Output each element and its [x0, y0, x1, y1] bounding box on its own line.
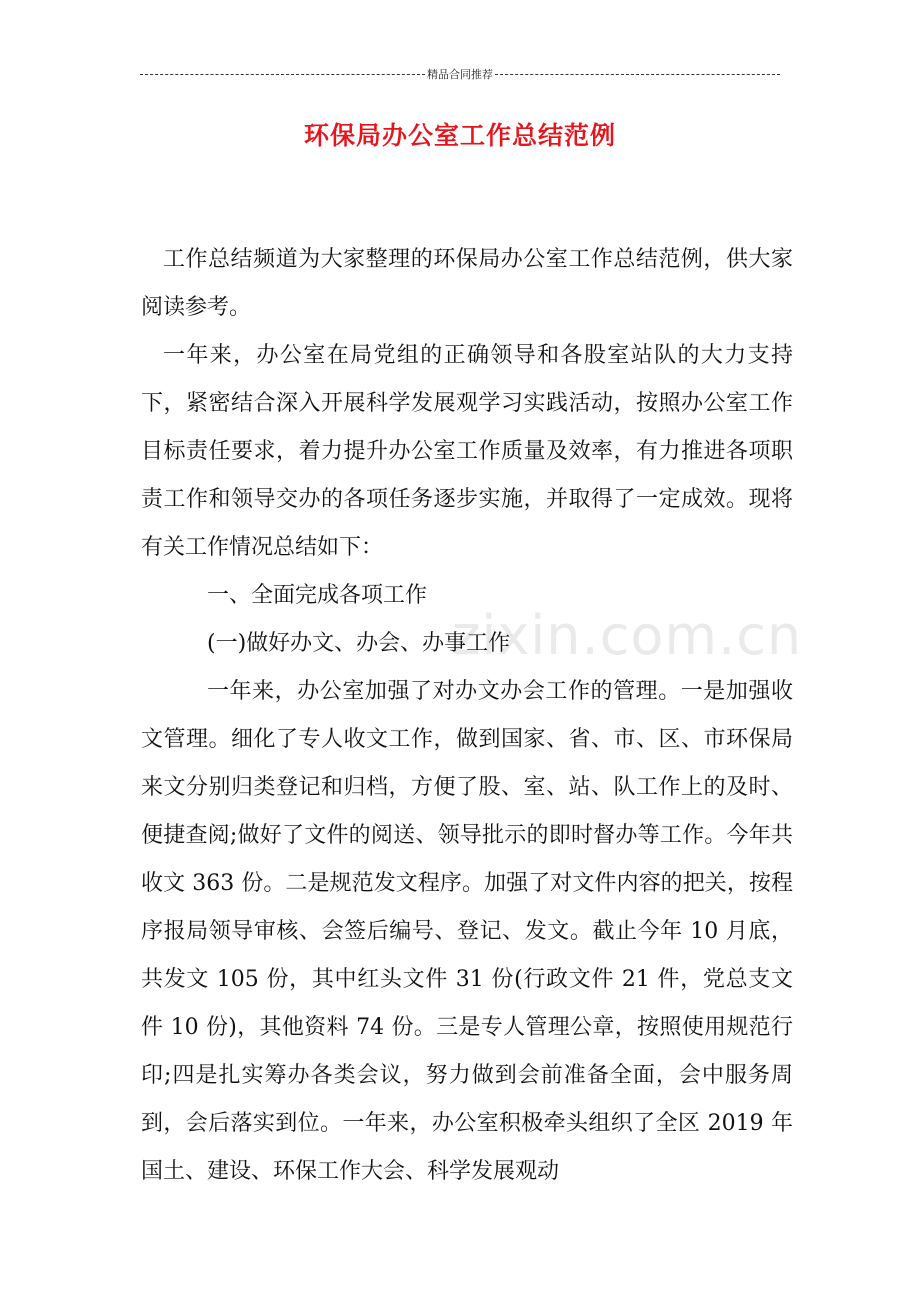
header-dash-left [140, 74, 425, 75]
header-label: 精品合同推荐 [427, 68, 493, 81]
header-dash-right [495, 74, 780, 75]
document-title: 环保局办公室工作总结范例 [303, 121, 616, 150]
paragraph-summary: 一年来，办公室在局党组的正确领导和各股室站队的大力支持下，紧密结合深入开展科学发展观学习实践活动，按照办公室工作目标责任要求，着力提升办公室工作质量及效率，有力推进各项职责工作和领导交办的各项任务逐步实施，并取得了一定成效。现将有关工作情况总结如下： [141, 343, 793, 560]
header-rule [140, 66, 780, 82]
document-body [141, 236, 793, 1196]
watermark: zixin.com.cn [452, 604, 803, 667]
paragraph-intro: 工作总结频道为大家整理的环保局办公室工作总结范例，供大家阅读参考。 [141, 247, 793, 320]
paragraph-detail: 一年来，办公室加强了对办文办会工作的管理。一是加强收文管理。细化了专人收文工作，做到国家、省、市、区、市环保局来文分别归类登记和归档，方便了股、室、站、队工作上的及时、便捷查阅;做好了文件的阅送、领导批示的即时督办等工作。今年共收文 363 份。二是规范发文程序。加强了对文件内容的把关，按程序报局领导审核、会签后编号、登记、发文。截止今年 10 月底，共发文 105 份，其中红头文件 31 份(行政文件 21 件，党总支文件 10 份)，其他资料 74 份。三是专人管理公章，按照使用规范行印;四是扎实筹办各类会议，努力做到会前准备全面，会中服务周到，会后落实到位。一年来，办公室积极牵头组织了全区 2019 年国土、建设、环保工作大会、科学发展观动 [141, 679, 793, 1184]
section-heading: 一、全面完成各项工作 [207, 583, 428, 608]
subsection-heading: (一)做好办文、办会、办事工作 [207, 631, 511, 656]
